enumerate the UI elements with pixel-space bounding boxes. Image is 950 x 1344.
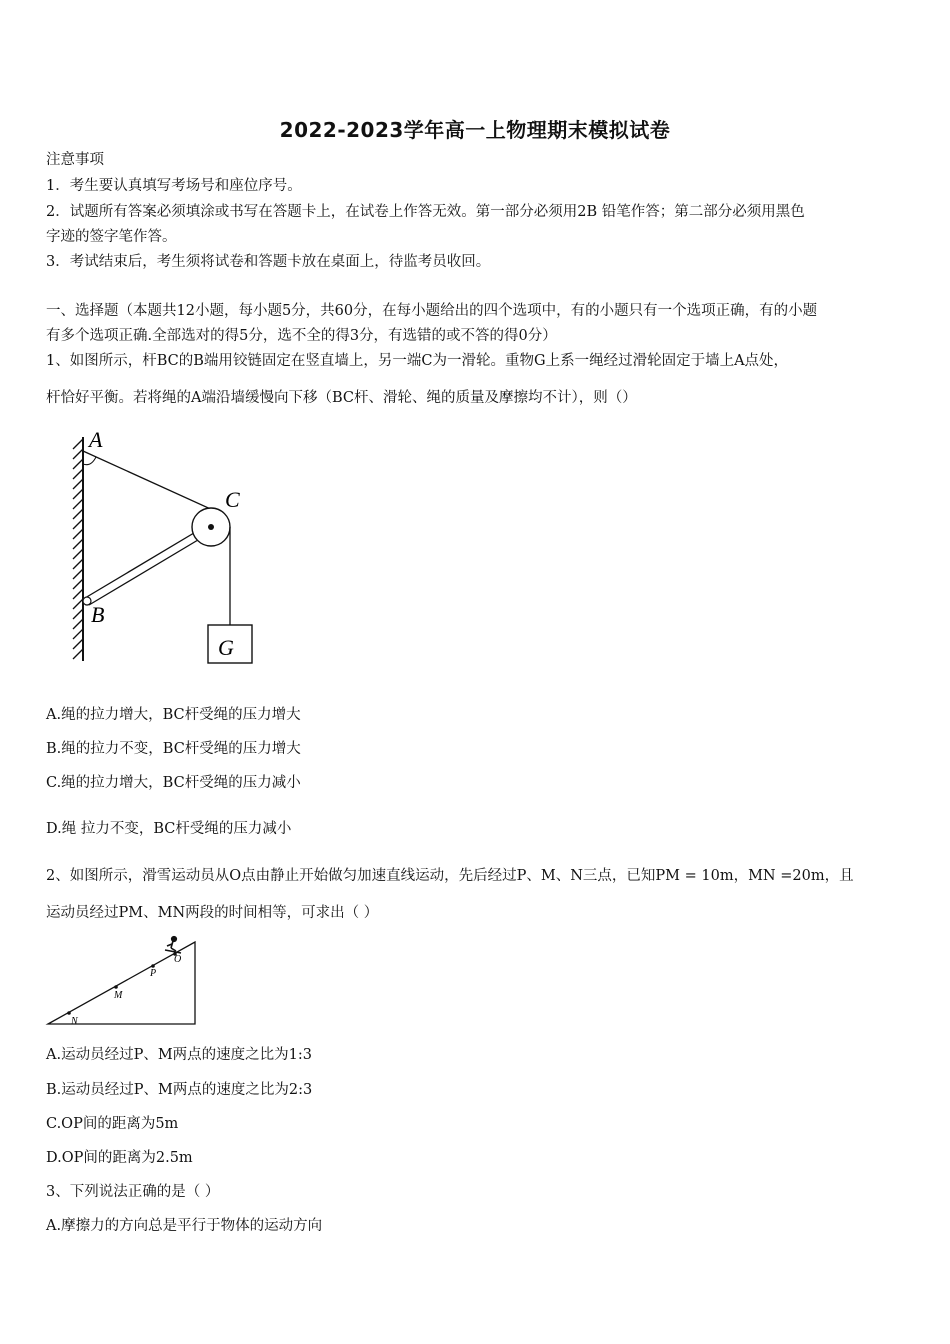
question-3-stem: 3、下列说法正确的是（ ） — [46, 1184, 220, 1200]
q3-option-a: A.摩擦力的方向总是平行于物体的运动方向 — [46, 1218, 323, 1234]
q2-option-a: A.运动员经过P、M两点的速度之比为1:3 — [46, 1047, 313, 1063]
point-n-dot — [67, 1011, 71, 1015]
label-c: C — [225, 487, 240, 512]
point-m-dot — [114, 985, 118, 989]
notice-item: 1．考生要认真填写考场号和座位序号。 — [46, 178, 302, 194]
q2-option-c: C.OP间的距离为5m — [46, 1116, 179, 1132]
label-o: O — [174, 954, 182, 965]
pulley-rod-figure — [60, 425, 270, 670]
label-m: M — [114, 990, 123, 1001]
q1-option-b: B.绳的拉力不变，BC杆受绳的压力增大 — [46, 741, 301, 757]
section-instructions: 有多个选项正确.全部选对的得5分，选不全的得3分，有选错的或不答的得0分） — [46, 328, 557, 344]
q2-option-b: B.运动员经过P、M两点的速度之比为2:3 — [46, 1082, 313, 1098]
label-b: B — [91, 602, 105, 627]
rope-ac — [83, 451, 215, 511]
question-1-stem: 杆恰好平衡。若将绳的A端沿墙缓慢向下移（BC杆、滑轮、绳的质量及摩擦均不计），则（） — [46, 390, 637, 406]
label-n: N — [71, 1016, 78, 1027]
notice-item: 2．试题所有答案必须填涂或书写在答题卡上，在试卷上作答无效。第一部分必须用2B 铅笔作答；第二部分必须用黑色 — [46, 204, 805, 220]
section-instructions: 一、选择题（本题共12小题，每小题5分，共60分，在每小题给出的四个选项中，有的小题只有一个选项正确，有的小题 — [46, 303, 818, 319]
q1-option-a: A.绳的拉力增大，BC杆受绳的压力增大 — [46, 707, 301, 723]
exam-title: 2022-2023学年高一上物理期末模拟试卷 — [279, 118, 671, 142]
label-p: P — [150, 968, 157, 979]
question-2-stem: 2、如图所示，滑雪运动员从O点由静止开始做匀加速直线运动，先后经过P、M、N三点，已知PM = 10m，MN =20m，且 — [46, 868, 854, 884]
q1-option-c: C.绳的拉力增大，BC杆受绳的压力减小 — [46, 775, 301, 791]
notice-heading: 注意事项 — [46, 152, 104, 168]
hinge-b — [83, 597, 91, 605]
notice-item: 字迹的签字笔作答。 — [46, 229, 177, 245]
ski-slope-figure — [45, 935, 200, 1030]
notice-item: 3．考试结束后，考生须将试卷和答题卡放在桌面上，待监考员收回。 — [46, 254, 491, 270]
q2-option-d: D.OP间的距离为2.5m — [46, 1150, 193, 1166]
label-g: G — [218, 635, 234, 660]
q1-option-d: D.绳 拉力不变，BC杆受绳的压力减小 — [46, 821, 292, 837]
angle-arc — [83, 457, 96, 465]
pulley-axle — [208, 524, 214, 530]
question-2-stem: 运动员经过PM、MN两段的时间相等，可求出（ ） — [46, 905, 379, 921]
question-1-stem: 1、如图所示，杆BC的B端用铰链固定在竖直墙上，另一端C为一滑轮。重物G上系一绳经过滑轮固定于墙上A点处， — [46, 353, 789, 369]
wall — [73, 437, 83, 661]
label-a: A — [89, 427, 103, 452]
